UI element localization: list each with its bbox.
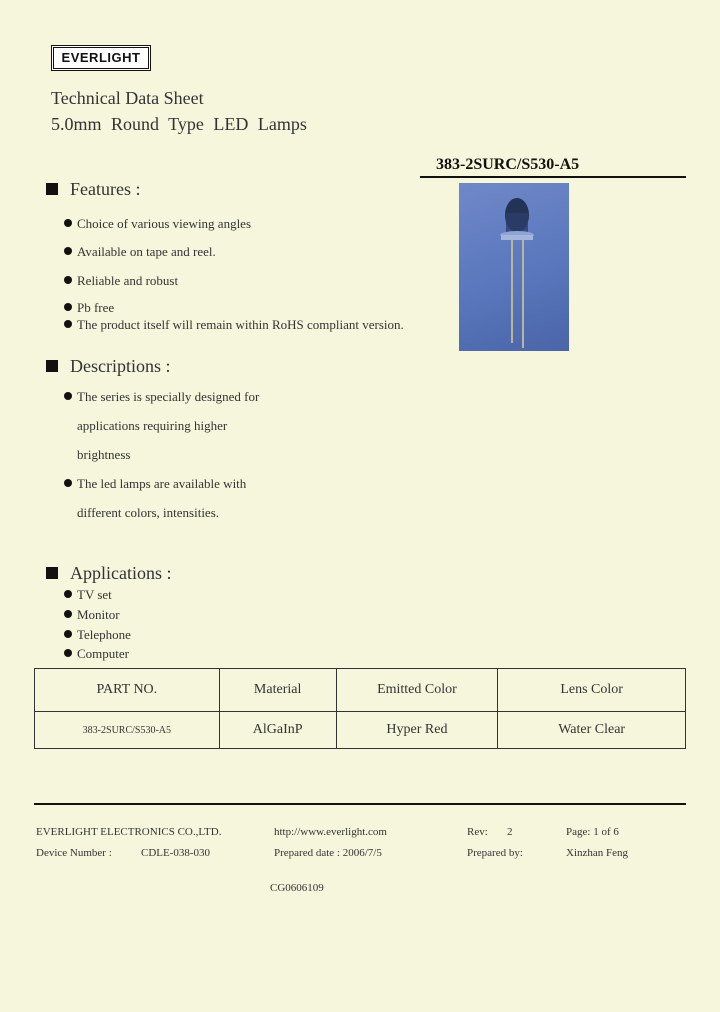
list-item-text: The led lamps are available with xyxy=(77,476,247,491)
led-photo xyxy=(459,183,569,351)
applications-title: Applications : xyxy=(70,563,172,583)
list-item-text: Available on tape and reel. xyxy=(77,244,216,259)
part-number-heading: 383-2SURC/S530-A5 xyxy=(436,156,580,173)
bullet-icon xyxy=(64,610,72,618)
list-item-text: Telephone xyxy=(77,627,131,642)
list-item xyxy=(64,300,114,316)
prepared-by-value: Xinzhan Feng xyxy=(566,847,629,859)
part-table xyxy=(34,668,686,749)
list-item-text: Pb free xyxy=(77,300,115,315)
list-item-text: Choice of various viewing angles xyxy=(77,216,252,231)
led-lamp-image xyxy=(459,183,569,351)
column-header: Material xyxy=(219,669,336,712)
table-cell: Hyper Red xyxy=(336,712,498,749)
list-item-text: Computer xyxy=(77,646,129,661)
list-item xyxy=(64,273,178,289)
table-cell: AlGaInP xyxy=(219,712,336,749)
bullet-icon xyxy=(64,303,72,311)
list-item xyxy=(64,587,112,603)
bullet-icon xyxy=(64,649,72,657)
list-item xyxy=(64,244,216,260)
column-header: Lens Color xyxy=(498,669,686,712)
list-item xyxy=(64,607,120,623)
footer-company: EVERLIGHT ELECTRONICS CO.,LTD. xyxy=(36,826,222,838)
column-header: Emitted Color xyxy=(336,669,498,712)
prepared-date xyxy=(274,847,382,859)
doc-title: Technical Data Sheet xyxy=(51,88,204,108)
rev-label: Rev xyxy=(467,826,485,838)
footer-website[interactable]: http://www.everlight.com xyxy=(274,826,387,838)
table-cell: 383-2SURC/S530-A5 xyxy=(35,712,220,749)
list-item-continuation: different colors, intensities. xyxy=(77,505,220,520)
bullet-icon xyxy=(64,479,72,487)
features-marker xyxy=(46,183,58,195)
bullet-icon xyxy=(64,392,72,400)
footer-page: Page: 1 of 6 xyxy=(566,826,619,838)
list-item-continuation: brightness xyxy=(77,447,131,462)
rev-value: 2 xyxy=(507,826,513,838)
bullet-icon xyxy=(64,276,72,284)
list-item xyxy=(64,476,246,492)
descriptions-title: Descriptions : xyxy=(70,356,171,376)
bullet-icon xyxy=(64,247,72,255)
table-cell: Water Clear xyxy=(498,712,686,749)
prepared-by-label: Prepared by: xyxy=(467,847,523,859)
features-title: Features : xyxy=(70,179,141,199)
list-item xyxy=(64,627,131,643)
list-item xyxy=(64,389,259,405)
table-header-row xyxy=(35,669,686,712)
list-item xyxy=(64,317,404,333)
descriptions-marker xyxy=(46,360,58,372)
list-item-text: The series is specially designed for xyxy=(77,389,260,404)
bullet-icon xyxy=(64,590,72,598)
heading-rule xyxy=(420,176,686,178)
device-number-value: CDLE-038-030 xyxy=(141,847,211,859)
document-code: CG0606109 xyxy=(270,882,324,894)
list-item-text: Monitor xyxy=(77,607,120,622)
bullet-icon xyxy=(64,320,72,328)
doc-subtitle: 5.0mm Round Type LED Lamps xyxy=(51,114,307,134)
list-item-text: The product itself will remain within RoHS compliant version. xyxy=(77,317,404,332)
bullet-icon xyxy=(64,219,72,227)
list-item-text: TV set xyxy=(77,587,112,602)
prepared-date-label: Prepared date : xyxy=(274,847,340,859)
bullet-icon xyxy=(64,630,72,638)
applications-marker xyxy=(46,567,58,579)
company-logo: EVERLIGHT xyxy=(51,45,151,71)
table-row xyxy=(35,712,686,749)
footer-rule xyxy=(34,803,686,805)
prepared-date-value: 2006/7/5 xyxy=(342,847,382,859)
footer-rev: Rev: 2 xyxy=(467,826,513,838)
list-item-text: Reliable and robust xyxy=(77,273,179,288)
list-item xyxy=(64,216,251,232)
list-item xyxy=(64,646,129,662)
column-header: PART NO. xyxy=(35,669,220,712)
list-item-continuation: applications requiring higher xyxy=(77,418,228,433)
device-number-label: Device Number : xyxy=(36,847,112,859)
